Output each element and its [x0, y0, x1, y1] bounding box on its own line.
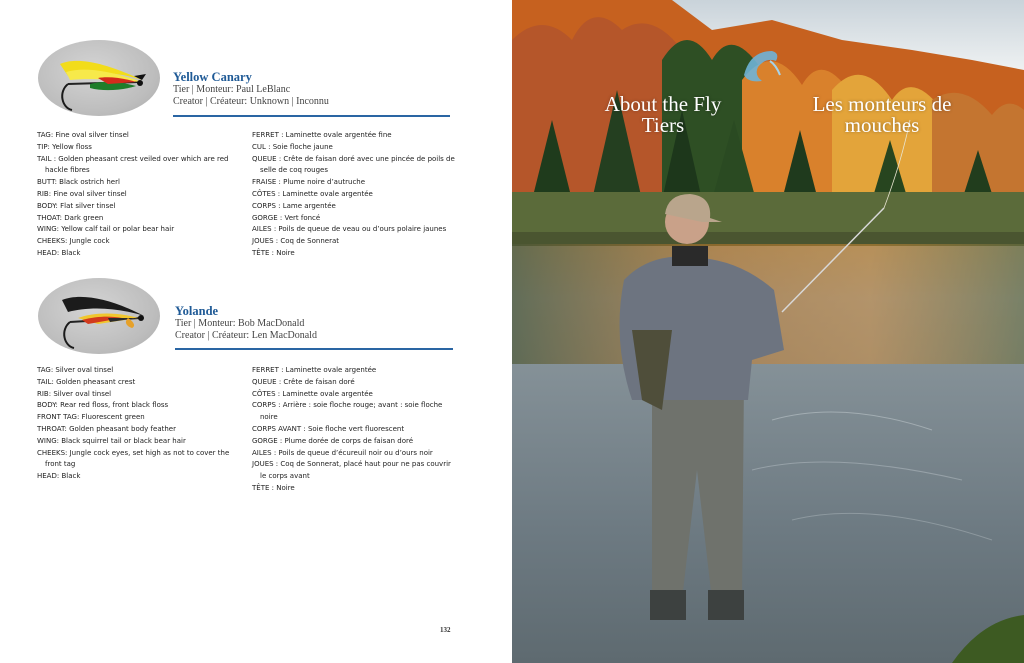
recipe-line: GORGE : Vert foncé — [252, 213, 321, 222]
salmon-logo-icon — [740, 45, 784, 90]
yolande-fly-image — [38, 278, 160, 354]
recipe-line: CORPS AVANT : Soie floche vert fluorescent — [252, 424, 405, 433]
recipe-line: WING: Black squirrel tail or black bear hair — [37, 436, 186, 445]
right-page-photo — [512, 0, 1024, 663]
recipe-line: BODY: Rear red floss, front black floss — [37, 401, 169, 410]
recipe-line: AILES : Poils de queue d’écureuil noir ou d’ours noir — [252, 448, 433, 457]
fly-creator: Creator | Créateur: Unknown | Inconnu — [173, 95, 329, 107]
fly-name: Yellow Canary — [173, 70, 252, 84]
recipe-line: CHEEKS: Jungle cock — [37, 237, 110, 246]
recipe-line: CORPS : Lame argentée — [252, 201, 336, 210]
recipe-line: FERRET : Laminette ovale argentée — [252, 366, 377, 374]
recipe-line: RIB: Fine oval silver tinsel — [37, 189, 127, 198]
recipe-line: GORGE : Plume dorée de corps de faisan doré — [252, 436, 414, 445]
recipe-line: THOAT: Dark green — [37, 213, 104, 222]
recipe-line: HEAD: Black — [37, 472, 81, 481]
recipe-line: CÔTES : Laminette ovale argentée — [252, 189, 373, 198]
recipe-line: TAG: Fine oval silver tinsel — [37, 131, 129, 139]
fly-creator: Creator | Créateur: Len MacDonald — [175, 329, 317, 341]
recipe-line: BUTT: Black ostrich herl — [37, 178, 120, 187]
fly-name: Yolande — [175, 304, 219, 318]
yolande-recipe-french — [252, 365, 457, 495]
recipe-line: TÊTE : Noire — [252, 483, 295, 492]
fly-tier: Tier | Monteur: Paul LeBlanc — [173, 84, 291, 95]
heading-rule — [175, 348, 453, 350]
recipe-line: AILES : Poils de queue de veau ou d’ours polaire jaunes — [252, 225, 447, 234]
recipe-line: FRAISE : Plume noire d’autruche — [252, 178, 366, 187]
recipe-line: JOUES : Coq de Sonnerat, placé haut pour ne pas couvrir le corps avant — [252, 460, 451, 481]
yellow-canary-recipe-english — [37, 130, 237, 260]
heading-rule — [173, 115, 450, 117]
recipe-line: THROAT: Golden pheasant body feather — [37, 424, 176, 433]
recipe-line: TAG: Silver oval tinsel — [37, 366, 114, 374]
yellow-canary-recipe-french — [252, 130, 457, 260]
page-number: 132 — [440, 626, 451, 634]
recipe-line: TIP: Yellow floss — [37, 142, 92, 151]
recipe-line: CORPS : Arrière : soie floche rouge; avant : soie floche noire — [252, 401, 443, 422]
yolande-header — [175, 304, 317, 341]
recipe-line: TAIL : Golden pheasant crest veiled over which are red hackle fibres — [37, 154, 229, 175]
recipe-line: CUL : Soie floche jaune — [252, 142, 333, 151]
recipe-line: TAIL: Golden pheasant crest — [37, 377, 136, 386]
recipe-line: CHEEKS: Jungle cock eyes, set high as not to cover the front tag — [37, 448, 230, 469]
recipe-line: JOUES : Coq de Sonnerat — [252, 237, 340, 246]
yellow-canary-fly-image — [38, 40, 160, 116]
yellow-canary-header — [173, 70, 329, 107]
section-title-english: About the Fly Tiers — [604, 92, 722, 137]
recipe-line: BODY: Flat silver tinsel — [37, 201, 116, 210]
recipe-line: CÔTES : Laminette ovale argentée — [252, 389, 373, 398]
recipe-line: TÊTE : Noire — [252, 248, 295, 257]
recipe-line: RIB: Silver oval tinsel — [37, 389, 112, 398]
recipe-line: QUEUE : Crête de faisan doré avec une pincée de poils de selle de coq rouges — [252, 154, 455, 175]
section-title-french: Les monteurs de mouches — [812, 92, 952, 137]
fly-tier: Tier | Monteur: Bob MacDonald — [175, 318, 305, 329]
recipe-line: HEAD: Black — [37, 248, 81, 257]
recipe-line: FRONT TAG: Fluorescent green — [37, 413, 145, 422]
recipe-line: FERRET : Laminette ovale argentée fine — [252, 131, 392, 139]
yolande-recipe-english — [37, 365, 237, 483]
recipe-line: WING: Yellow calf tail or polar bear hair — [37, 225, 175, 234]
recipe-line: QUEUE : Crête de faisan doré — [252, 377, 355, 386]
